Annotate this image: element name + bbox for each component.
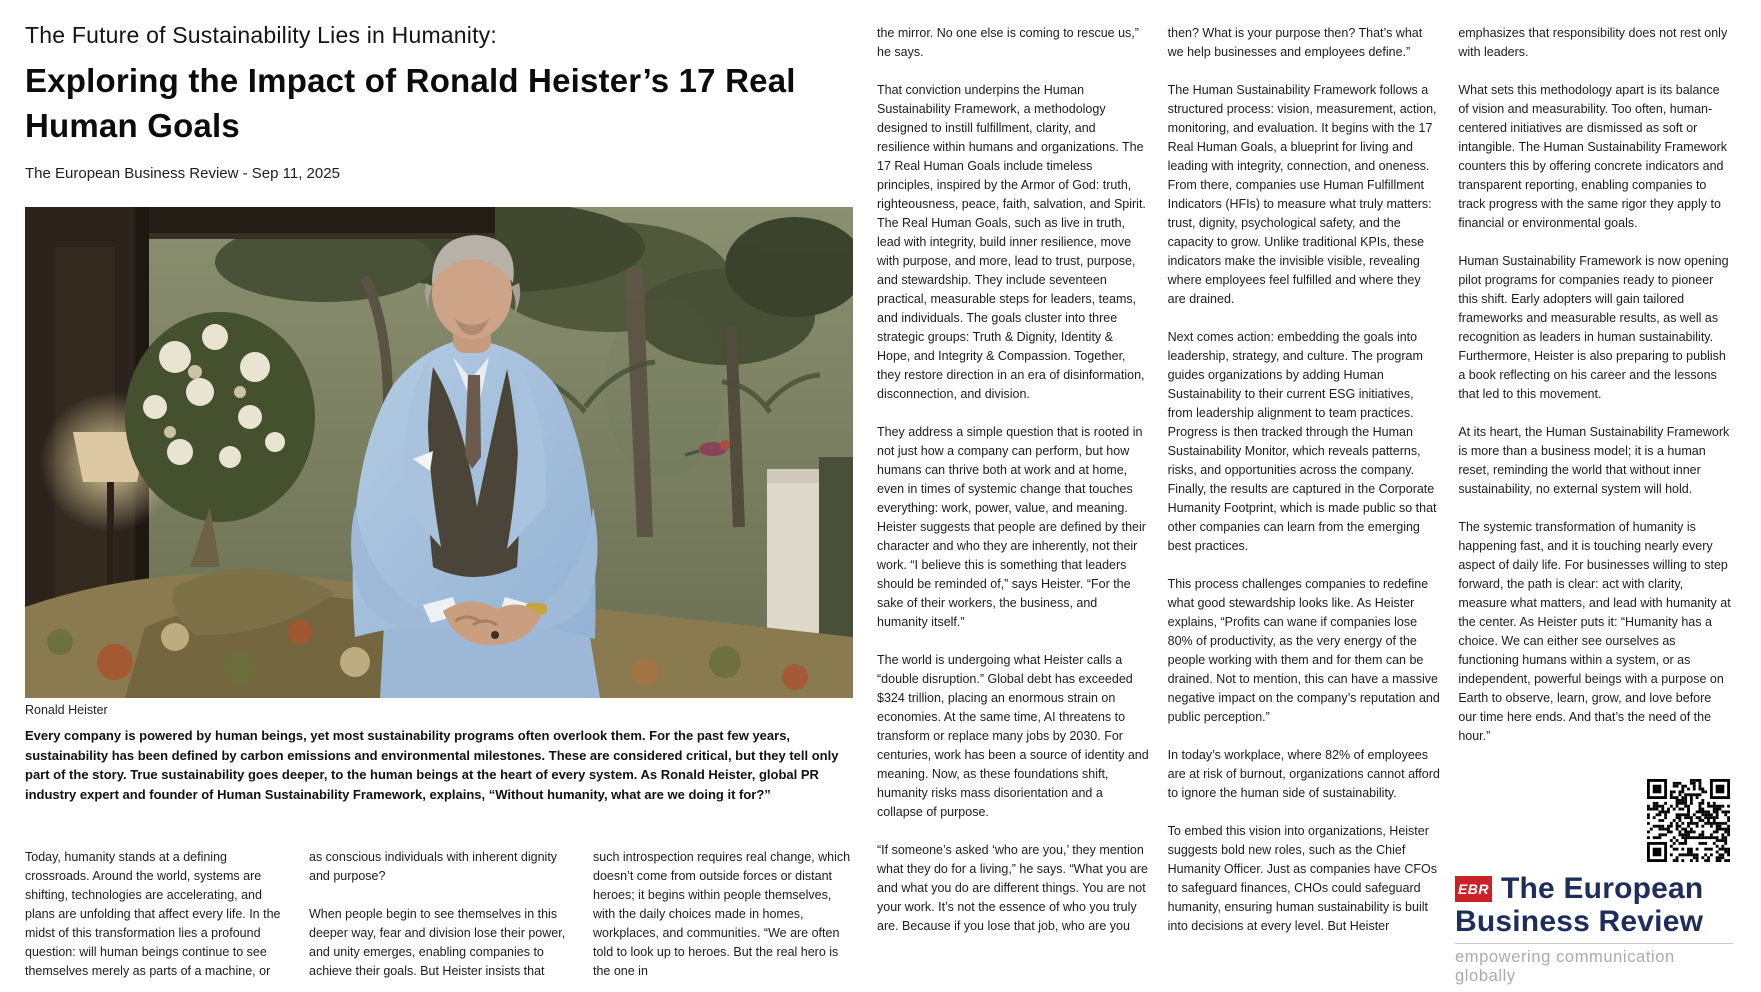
- paragraph: “If someone’s asked ‘who are you,’ they mention what they do for a living,” he says. “What you are and what you do are different things. You are not your work. It’s not the essence of who you truly are. Because if you lose that job, who are you then? What is your purpose then? That’s what we help businesses and employees define.”: [877, 26, 1423, 933]
- paragraph: Next comes action: embedding the goals into leadership, strategy, and culture. The program guides organizations by adding Human Sustainability to their current ESG initiatives, from leadership alignment to team practices. Progress is then tracked through the Human Sustainability Monitor, which reveals patterns, risks, and opportunities across the company. Finally, the results are captured in the Corporate Humanity Footprint, which is made public so that other companies can learn from the emerging best practices.: [1167, 330, 1437, 553]
- paragraph: What sets this methodology apart is its balance of vision and measurability. Too often, human-centered initiatives are dismissed as soft or intangible. The Human Sustainability Framework counters this by offering concrete indicators and transparent reporting, enabling companies to track progress with the same rigor they apply to financial or environmental goals.: [1458, 83, 1727, 230]
- publisher-logo: [1455, 872, 1733, 986]
- paragraph: To embed this vision into organizations, Heister suggests bold new roles, such as the Chief Humanity Officer. Just as companies have CFOs to safeguard finances, CHOs could safeguard humanity, ensuring human sustainability is built into decisions at every level. But Heister emphasizes that responsibility does not rest only with leaders.: [1167, 26, 1728, 933]
- paragraph: They address a simple question that is rooted in not just how a company can perform, but how humans can thrive both at work and at home, even in times of systemic change that touches everything: work, power, value, and meaning. Heister suggests that people are defined by their character and who they are inherently, not their work. “I believe this is something that leaders should be reminded of,” says Heister. “For the sake of their workers, the business, and humanity itself.”: [877, 425, 1146, 629]
- paragraph: That conviction underpins the Human Sustainability Framework, a methodology designed to instill fulfillment, clarity, and resilience within humans and organizations. The 17 Real Human Goals include timeless principles, inspired by the Armor of God: truth, righteousness, peace, faith, salvation, and Spirit. The Real Human Goals, such as live in truth, lead with integrity, build inner resilience, move with purpose, and more, lead to trust, purpose, and stewardship. They include seventeen practical, measurable steps for leaders, teams, and individuals. The goals cluster into three strategic groups: Truth & Dignity, Identity & Hope, and Integrity & Compassion. Together, they restore direction in an era of disinformation, disconnection, and division.: [877, 83, 1146, 401]
- kicker: The Future of Sustainability Lies in Humanity:: [25, 22, 497, 48]
- article-photo: [25, 207, 853, 698]
- ebr-logo-icon: [1455, 876, 1492, 902]
- paragraph: The systemic transformation of humanity is happening fast, and it is touching nearly every aspect of daily life. For businesses willing to step forward, the path is clear: act with clarity, measure what matters, and lead with humanity at the center. As Heister puts it: “Humanity has a choice. We can either see ourselves as functioning humans within a system, or as independent, powerful beings with a purpose on Earth to observe, learn, grow, and love before our time here ends. And that’s the need of the hour.”: [1458, 520, 1731, 743]
- paragraph: This process challenges companies to redefine what good stewardship looks like. As Heister explains, “Profits can wane if companies lose 80% of productivity, as the very energy of the people working with them and for them can be drained. Not to mention, this can have a massive negative impact on the company’s reputation and public perception.”: [1167, 577, 1440, 724]
- logo-tagline: empowering communication globally: [1455, 943, 1733, 986]
- intro-paragraph: Every company is powered by human beings, yet most sustainability programs often overlook them. For the past few years, sustainability has been defined by carbon emissions and environmental milestones. These are considered critical, but they tell only part of the story. True sustainability goes deeper, to the human beings at the heart of every system. As Ronald Heister, global PR industry expert and founder of Human Sustainability Framework, explains, “Without humanity, what are we doing it for?”: [25, 728, 839, 802]
- left-column-text: [25, 848, 853, 986]
- logo-line1: The European: [1501, 872, 1704, 905]
- paragraph: At its heart, the Human Sustainability Framework is more than a business model; it is a human reset, reminding the world that without inner sustainability, no external system will hold.: [1458, 425, 1730, 496]
- ebr-badge-text: EBR: [1457, 880, 1490, 897]
- qr-code: [1647, 779, 1730, 862]
- page-title: Exploring the Impact of Ronald Heister’s 17 Real Human Goals: [25, 62, 796, 144]
- paragraph: Human Sustainability Framework is now opening pilot programs for companies ready to pioneer this shift. Early adopters will gain tailored frameworks and measurable results, as well as recognition as leaders in human sustainability. Furthermore, Heister is also preparing to publish a book reflecting on his career and the lessons that led to this movement.: [1458, 254, 1729, 401]
- body-column-text: [877, 24, 1731, 966]
- paragraph: The world is undergoing what Heister calls a “double disruption.” Global debt has exceeded $324 trillion, placing an enormous strain on economies. At the same time, AI threatens to transform or replace many jobs by 2030. For centuries, work has been a source of identity and meaning. Now, as these foundations shift, humanity risks mass disorientation and a collapse of purpose.: [877, 653, 1149, 819]
- logo-line2: Business Review: [1455, 905, 1704, 938]
- paragraph: The Human Sustainability Framework follows a structured process: vision, measurement, action, monitoring, and evaluation. It begins with the 17 Real Human Goals, a blueprint for living and leading with integrity, connection, and oneness. From there, companies use Human Fulfillment Indicators (HFIs) to measure what truly matters: trust, dignity, psychological safety, and the capacity to grow. Unlike traditional KPIs, these indicators make the invisible visible, revealing where employees feel fulfilled and where they are drained.: [1167, 83, 1437, 306]
- byline: The European Business Review - Sep 11, 2025: [25, 165, 340, 182]
- paragraph: Today, humanity stands at a defining crossroads. Around the world, systems are shifting, technologies are accelerating, and plans are unfolding that affect every life. In the midst of this transformation lies a profound question: will human beings continue to see themselves merely as parts of a machine, or as conscious individuals with inherent dignity and purpose?: [25, 850, 558, 978]
- paragraph: When people begin to see themselves in this deeper way, fear and division lose their power, and unity emerges, enabling companies to achieve their goals. But Heister insists that such introspection requires real change, which doesn’t come from outside forces or distant heroes; it begins within people themselves, with the daily choices made in homes, workplaces, and communities. “We are often told to look up to heroes. But the real hero is the one in: [309, 850, 851, 978]
- paragraph: the mirror. No one else is coming to rescue us,” he says.: [877, 26, 1139, 59]
- paragraph: In today’s workplace, where 82% of employees are at risk of burnout, organizations cannot afford to ignore the human side of sustainability.: [1167, 748, 1440, 800]
- portrait-illustration: [25, 207, 853, 698]
- photo-caption: Ronald Heister: [25, 703, 108, 717]
